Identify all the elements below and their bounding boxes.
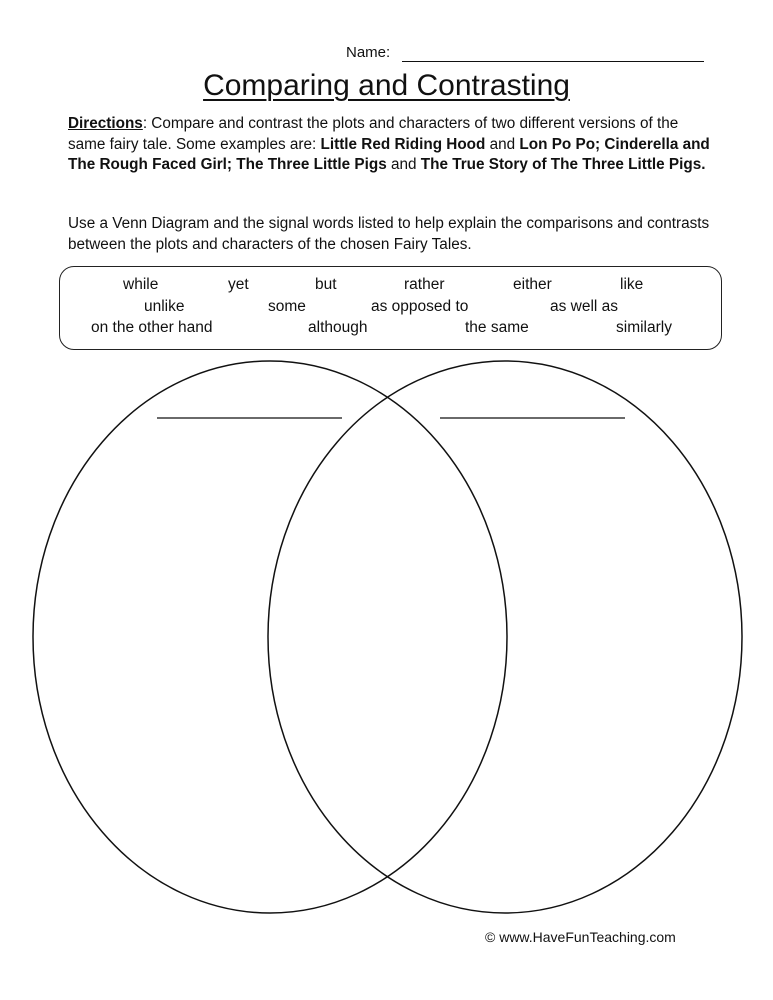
signal-word: similarly: [616, 319, 672, 336]
example-2: Lon Po Po; Cinderella and The Rough Faced Girl; The Three Little Pigs: [68, 135, 710, 173]
directions-text-1: : Compare and contrast the plots and characters of two different versions of the same fairy tale. Some examples are:: [68, 115, 679, 153]
example-1: Little Red Riding Hood: [320, 135, 486, 153]
signal-word: the same: [465, 319, 529, 336]
signal-word: yet: [228, 276, 249, 293]
signal-word: on the other hand: [91, 319, 213, 336]
signal-word: but: [315, 276, 337, 293]
venn-right-circle: [268, 361, 742, 913]
signal-word: like: [620, 276, 644, 293]
signal-word: rather: [404, 276, 445, 293]
instructions-paragraph: Use a Venn Diagram and the signal words listed to help explain the comparisons and contrasts between the plots and characters of the chosen Fairy Tales.: [68, 215, 710, 253]
signal-word: some: [268, 298, 306, 315]
signal-word: while: [123, 276, 159, 293]
signal-word: as opposed to: [371, 298, 469, 315]
signal-word: unlike: [144, 298, 185, 315]
signal-word: although: [308, 319, 368, 336]
directions-text-3: and: [386, 156, 421, 173]
signal-word: as well as: [550, 298, 619, 315]
directions-label: Directions: [68, 115, 143, 132]
directions-text-2: and: [485, 135, 520, 153]
signal-word: either: [513, 276, 552, 293]
name-label: Name:: [346, 44, 391, 61]
page-title: Comparing and Contrasting: [203, 69, 570, 102]
copyright-footer: © www.HaveFunTeaching.com: [485, 929, 676, 945]
venn-left-circle: [33, 361, 507, 913]
example-3: The True Story of The Three Little Pigs.: [420, 156, 706, 173]
